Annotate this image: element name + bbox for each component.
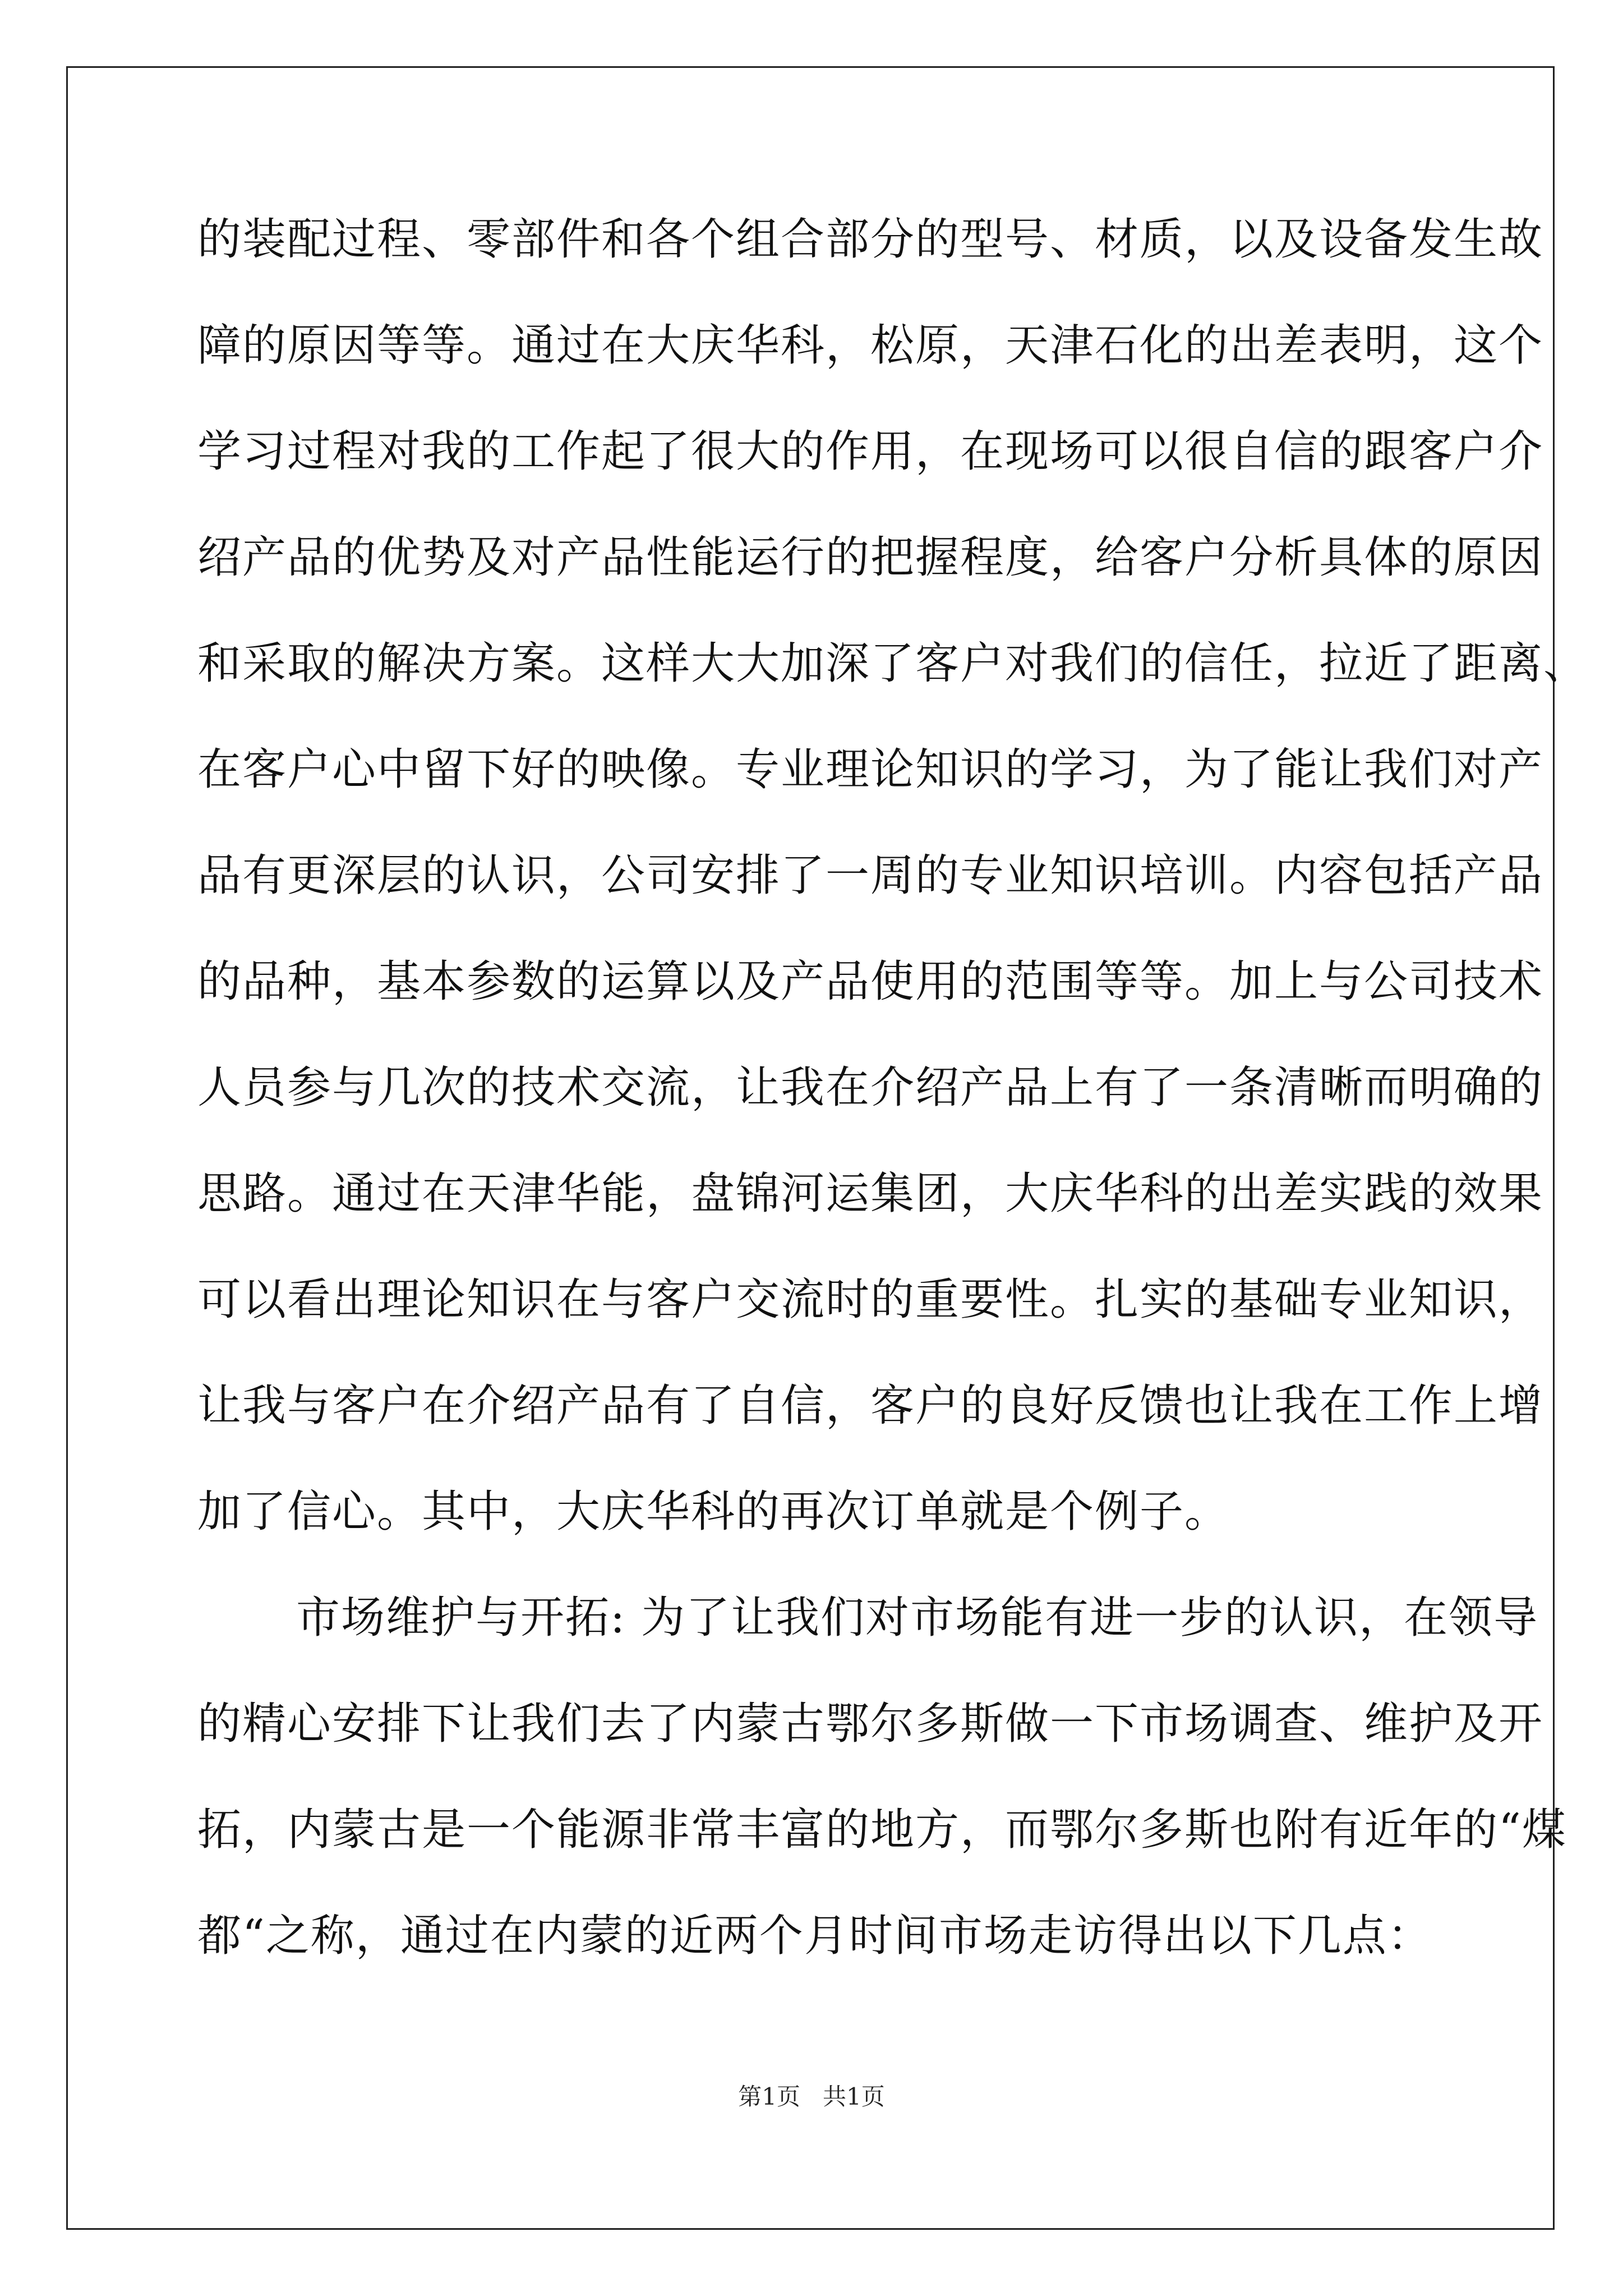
text-line: 和采取的解决方案。这样大大加深了客户对我们的信任，拉近了距离、 xyxy=(197,638,1589,689)
text-line: 让我与客户在介绍产品有了自信，客户的良好反馈也让我在工作上增 xyxy=(197,1381,1544,1431)
text-line: 人员参与几次的技术交流，让我在介绍产品上有了一条清晰而明确的 xyxy=(197,1062,1544,1113)
page-number-total: 共1页 xyxy=(823,2083,885,2110)
text-line: 障的原因等等。通过在大庆华科，松原，天津石化的出差表明，这个 xyxy=(197,320,1544,371)
document-body xyxy=(197,214,1589,2020)
text-line: 加了信心。其中，大庆华科的再次订单就是个例子。 xyxy=(197,1487,1230,1537)
text-line: 绍产品的优势及对产品性能运行的把握程度，给客户分析具体的原因 xyxy=(197,532,1544,583)
text-line: 可以看出理论知识在与客户交流时的重要性。扎实的基础专业知识， xyxy=(197,1274,1544,1325)
text-line: 的品种，基本参数的运算以及产品使用的范围等等。加上与公司技术 xyxy=(197,956,1544,1007)
text-line: 在客户心中留下好的映像。专业理论知识的学习，为了能让我们对产 xyxy=(197,744,1544,795)
paragraph-start-line: 市场维护与开拓: 为了让我们对市场能有进一步的认识，在领导 xyxy=(296,1593,1539,1643)
text-line: 都“之称，通过在内蒙的近两个月时间市场走访得出以下几点： xyxy=(197,1911,1432,1961)
text-line: 的精心安排下让我们去了内蒙古鄂尔多斯做一下市场调查、维护及开 xyxy=(197,1699,1544,1749)
page-footer xyxy=(0,2078,1623,2112)
page-number-current: 第1页 xyxy=(738,2083,800,2110)
text-line: 学习过程对我的工作起了很大的作用，在现场可以很自信的跟客户介 xyxy=(197,426,1544,477)
text-line: 拓，内蒙古是一个能源非常丰富的地方，而鄂尔多斯也附有近年的“煤 xyxy=(197,1805,1567,1855)
text-line: 的装配过程、零部件和各个组合部分的型号、材质，以及设备发生故 xyxy=(197,214,1544,265)
text-line: 思路。通过在天津华能，盘锦河运集团，大庆华科的出差实践的效果 xyxy=(197,1168,1544,1219)
text-line: 品有更深层的认识，公司安排了一周的专业知识培训。内容包括产品 xyxy=(197,850,1544,901)
